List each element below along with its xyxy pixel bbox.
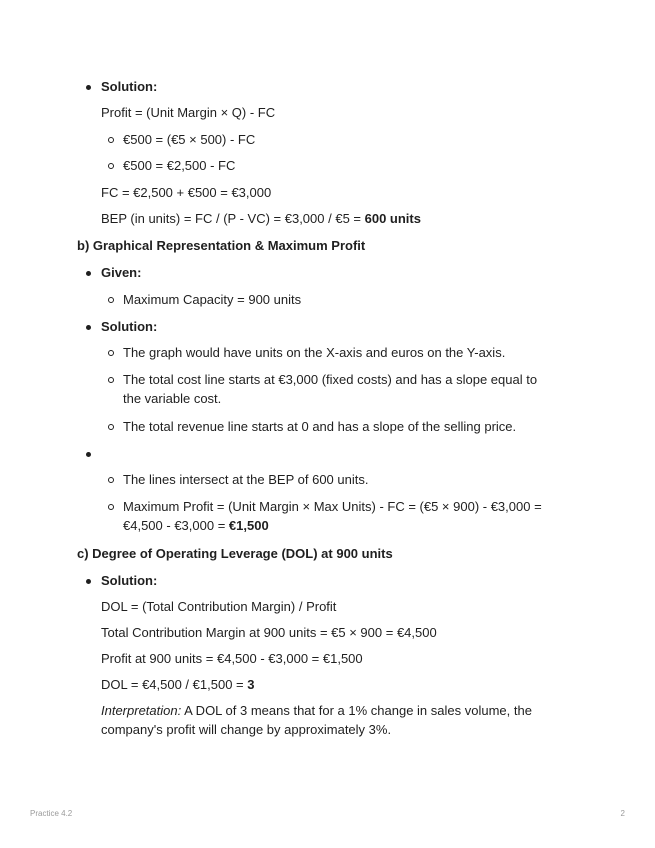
profit-formula: Profit = (Unit Margin × Q) - FC [101, 105, 276, 120]
solution-label-a: Solution: [101, 79, 158, 94]
bep-line [101, 210, 421, 228]
max-profit-line-1: Maximum Profit = (Unit Margin × Max Units) - FC = (€5 × 900) - €3,000 = [123, 499, 542, 514]
tcm-line: Total Contribution Margin at 900 units = €5 × 900 = €4,500 [101, 625, 437, 640]
sub-bullet-marker [108, 163, 114, 169]
max-profit-prefix: €4,500 - €3,000 = [123, 518, 229, 533]
bullet-marker [86, 452, 91, 457]
bullet-marker [86, 85, 91, 90]
heading-part-c: c) Degree of Operating Leverage (DOL) at 900 units [77, 546, 393, 561]
footer-left: Practice 4.2 [30, 809, 73, 818]
max-profit-result: €1,500 [228, 518, 269, 533]
interpretation-label: Interpretation: [101, 703, 182, 718]
step-1: €500 = (€5 × 500) - FC [123, 132, 256, 147]
profit-line: Profit at 900 units = €4,500 - €3,000 = €1,500 [101, 651, 363, 666]
interpretation-line-2: company's profit will change by approximately 3%. [101, 722, 392, 737]
sub-bullet-marker [108, 350, 114, 356]
bullet-marker [86, 579, 91, 584]
interpretation-line-1 [101, 702, 532, 720]
heading-part-b: b) Graphical Representation & Maximum Profit [77, 238, 366, 253]
interpretation-text: A DOL of 3 means that for a 1% change in sales volume, the [181, 703, 532, 718]
dol-result: 3 [247, 677, 255, 692]
sub-bullet-marker [108, 377, 114, 383]
bep-prefix: BEP (in units) = FC / (P - VC) = €3,000 / €5 = [101, 211, 365, 226]
page-number: 2 [620, 809, 625, 818]
fc-line: FC = €2,500 + €500 = €3,000 [101, 185, 272, 200]
max-profit-line-2 [123, 517, 269, 535]
graph-item-4: The lines intersect at the BEP of 600 units. [123, 472, 369, 487]
dol-line [101, 676, 254, 694]
solution-label-c: Solution: [101, 573, 158, 588]
dol-prefix: DOL = €4,500 / €1,500 = [101, 677, 248, 692]
step-2: €500 = €2,500 - FC [123, 158, 236, 173]
given-label: Given: [101, 265, 142, 280]
graph-item-2-line-1: The total cost line starts at €3,000 (fixed costs) and has a slope equal to [123, 372, 538, 387]
sub-bullet-marker [108, 477, 114, 483]
bullet-marker [86, 271, 91, 276]
sub-bullet-marker [108, 137, 114, 143]
bep-result: 600 units [364, 211, 421, 226]
given-item: Maximum Capacity = 900 units [123, 292, 302, 307]
sub-bullet-marker [108, 424, 114, 430]
bullet-marker [86, 325, 91, 330]
sub-bullet-marker [108, 297, 114, 303]
graph-item-2-line-2: the variable cost. [123, 391, 222, 406]
sub-bullet-marker [108, 504, 114, 510]
graph-item-1: The graph would have units on the X-axis and euros on the Y-axis. [123, 345, 506, 360]
dol-formula: DOL = (Total Contribution Margin) / Profit [101, 599, 337, 614]
solution-label-b: Solution: [101, 319, 158, 334]
graph-item-3: The total revenue line starts at 0 and has a slope of the selling price. [123, 419, 517, 434]
